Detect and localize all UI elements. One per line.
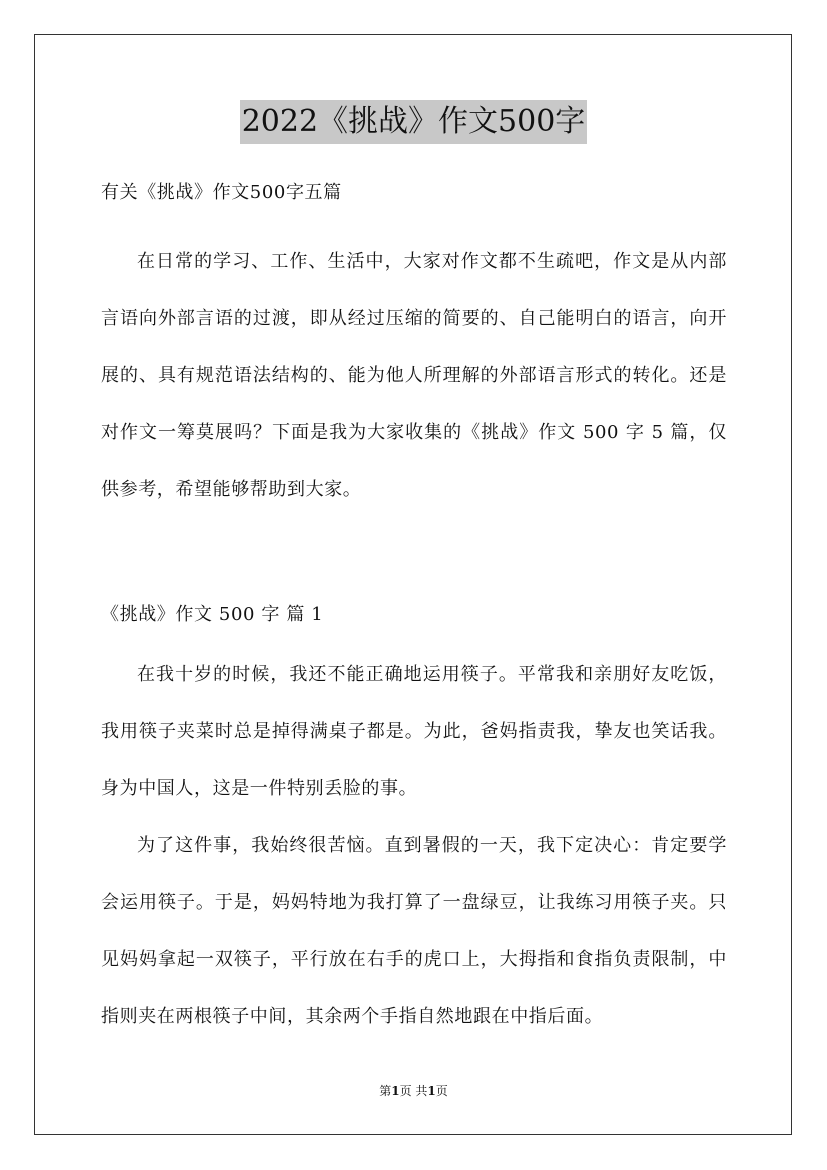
footer-page-mid: 页 共 [399,1084,428,1098]
footer-page-prefix: 第 [379,1084,392,1098]
body-paragraph-2: 为了这件事，我始终很苦恼。直到暑假的一天，我下定决心：肯定要学会运用筷子。于是，妈妈特地为我打算了一盘绿豆，让我练习用筷子夹。只见妈妈拿起一双筷子，平行放在右手的虎口上，大拇指和食指负责限制，中指则夹在两根筷子中间，其余两个手指自然地跟在中指后面。 [101,835,727,1027]
title-wrap [0,100,827,144]
footer-page-total: 1 [427,1084,436,1098]
document-subtitle: 有关《挑战》作文500字五篇 [101,182,342,203]
footer-page-number: 1 [391,1084,400,1098]
footer-page-suffix: 页 [435,1084,448,1098]
document-body [101,172,727,1045]
body-paragraph-1: 在我十岁的时候，我还不能正确地运用筷子。平常我和亲朋好友吃饭，我用筷子夹菜时总是掉得满桌子都是。为此，爸妈指责我，挚友也笑话我。身为中国人，这是一件特别丢脸的事。 [101,664,727,799]
section-spacer [101,518,727,576]
document-title: 2022《挑战》作文500字 [240,100,588,144]
intro-paragraph: 在日常的学习、工作、生活中，大家对作文都不生疏吧，作文是从内部言语向外部言语的过渡，即从经过压缩的简要的、自己能明白的语言，向开展的、具有规范语法结构的、能为他人所理解的外部语言形式的转化。还是对作文一筹莫展吗？下面是我为大家收集的《挑战》作文 500 字 5 篇，仅供参考，希望能够帮助到大家。 [101,251,727,500]
section-heading: 《挑战》作文 500 字 篇 1 [101,604,324,625]
page-footer [0,1082,827,1100]
